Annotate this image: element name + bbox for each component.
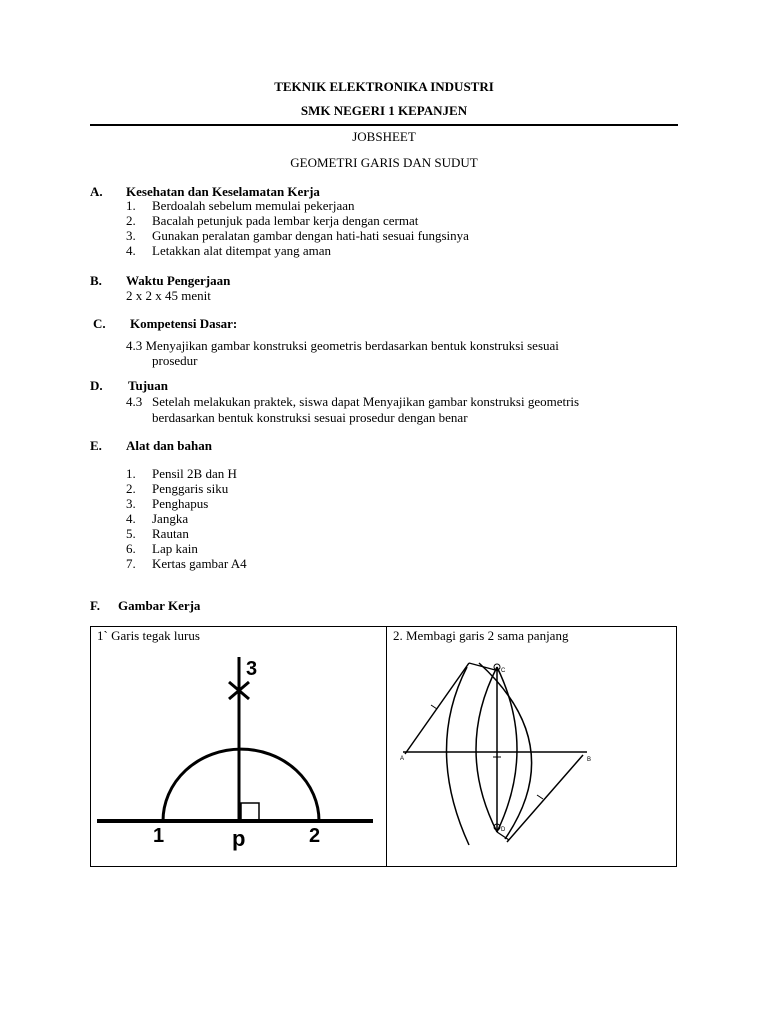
label-a: A [400,756,405,762]
section-c-line2: prosedur [152,353,198,368]
list-item-n: 4. [126,243,136,258]
header-doc-type: JOBSHEET [352,129,416,144]
label-b: B [587,757,592,763]
section-d-letter: D. [90,378,103,393]
list-item: Berdoalah sebelum memulai pekerjaan [152,198,355,213]
list-item: Pensil 2B dan H [152,466,237,481]
section-a-title: Kesehatan dan Keselamatan Kerja [126,184,320,199]
label-3: 3 [246,658,258,680]
header-divider [90,124,678,126]
list-item-n: 3. [126,496,136,511]
section-c-title: Kompetensi Dasar: [130,316,238,331]
section-c-letter: C. [93,316,106,331]
list-item: Gunakan peralatan gambar dengan hati-hati sesuai fungsinya [152,228,469,243]
list-item: Rautan [152,526,189,541]
bisect-construction-figure [387,627,676,866]
list-item-n: 1. [126,198,136,213]
drawing-cell-perpendicular [90,626,387,867]
list-item: Lap kain [152,541,198,556]
list-item: Penggaris siku [152,481,229,496]
section-d-num: 4.3 [126,394,143,409]
list-item-n: 4. [126,511,136,526]
list-item: Letakkan alat ditempat yang aman [152,243,332,258]
section-e-letter: E. [90,438,102,453]
cell-caption: 1` Garis tegak lurus [97,628,200,643]
cell-caption: 2. Membagi garis 2 sama panjang [393,628,569,643]
list-item: Jangka [152,511,189,526]
drawing-cell-bisect [386,626,677,867]
section-b-letter: B. [90,273,102,288]
list-item-n: 1. [126,466,136,481]
section-d-line2: berdasarkan bentuk konstruksi sesuai prosedur dengan benar [152,410,468,425]
label-2: 2 [309,825,321,847]
section-d-title: Tujuan [128,378,168,393]
label-d: D [501,827,506,833]
list-item-n: 5. [126,526,136,541]
list-item-n: 6. [126,541,136,556]
list-item: Bacalah petunjuk pada lembar kerja dengan cermat [152,213,419,228]
section-a-letter: A. [90,184,103,199]
label-p: p [232,826,246,851]
section-f-title: Gambar Kerja [118,598,201,613]
list-item: Kertas gambar A4 [152,556,247,571]
list-item-n: 2. [126,481,136,496]
label-c: C [501,668,506,674]
header-school-name: SMK NEGERI 1 KEPANJEN [300,103,468,118]
section-c-line1: 4.3 Menyajikan gambar konstruksi geometris berdasarkan bentuk konstruksi sesuai [126,338,559,353]
list-item-n: 2. [126,213,136,228]
perpendicular-construction-figure [91,627,386,866]
header-doc-title: GEOMETRI GARIS DAN SUDUT [290,155,478,170]
section-b-title: Waktu Pengerjaan [126,273,231,288]
section-b-text: 2 x 2 x 45 menit [126,288,211,303]
header-school-program: TEKNIK ELEKTRONIKA INDUSTRI [274,79,494,94]
list-item-n: 7. [126,556,136,571]
section-e-title: Alat dan bahan [126,438,212,453]
list-item-n: 3. [126,228,136,243]
section-d-line1: Setelah melakukan praktek, siswa dapat Menyajikan gambar konstruksi geometris [152,394,580,409]
list-item: Penghapus [152,496,209,511]
label-1: 1 [153,825,165,847]
section-f-letter: F. [90,598,100,613]
